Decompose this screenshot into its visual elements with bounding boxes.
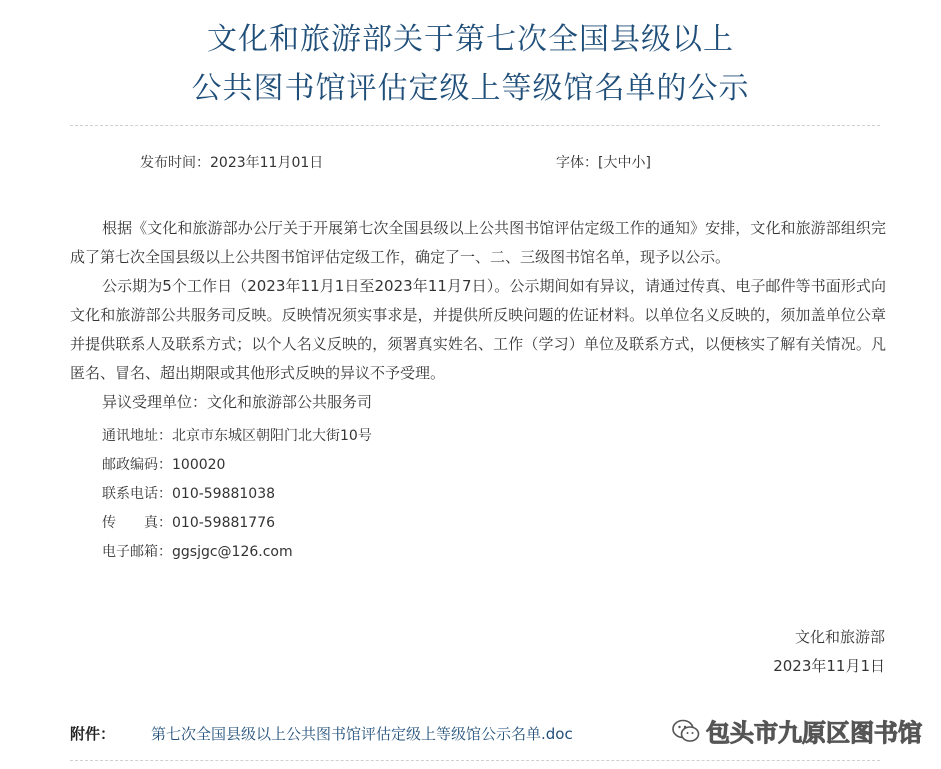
publish-info <box>140 152 323 172</box>
font-size-switcher <box>556 152 651 172</box>
contact-phone: 联系电话：010-59881038 <box>102 486 276 502</box>
attachment-link[interactable]: 第七次全国县级以上公共图书馆评估定级上等级馆公示名单.doc <box>151 725 573 743</box>
watermark <box>672 713 922 748</box>
font-label: 字体： <box>556 155 598 171</box>
article-body <box>70 214 886 417</box>
contact-email: 电子邮箱：ggsjgc@126.com <box>102 544 293 560</box>
wechat-icon <box>672 718 700 744</box>
page-title-line1: 文化和旅游部关于第七次全国县级以上 <box>207 22 734 57</box>
attachment-row <box>70 723 573 744</box>
contact-postcode: 邮政编码：100020 <box>102 457 226 473</box>
watermark-text: 包头市九原区图书馆 <box>706 719 922 747</box>
paragraph-2: 公示期为5个工作日（2023年11月1日至2023年11月7日）。公示期间如有异议，请通过传真、电子邮件等书面形式向文化和旅游部公共服务司反映。反映情况须实事求是，并提供所反映问题的佐证材料。以单位名义反映的，须加盖单位公章并提供联系人及联系方式；以个人名义反映的，须署真实姓名、工作（学习）单位及联系方式，以便核实了解有关情况。凡匿名、冒名、超出期限或其他形式反映的异议不予受理。 <box>70 277 886 382</box>
signature-date: 2023年11月1日 <box>773 657 885 675</box>
title-divider <box>70 125 880 126</box>
publish-date: 2023年11月01日 <box>210 155 324 171</box>
font-size-options[interactable]: [大中小] <box>598 155 651 171</box>
publish-label: 发布时间： <box>140 155 210 171</box>
paragraph-1: 根据《文化和旅游部办公厅关于开展第七次全国县级以上公共图书馆评估定级工作的通知》安排，文化和旅游部组织完成了第七次全国县级以上公共图书馆评估定级工作，确定了一、二、三级图书馆名单，现予以公示。 <box>70 219 886 266</box>
objection-unit: 异议受理单位：文化和旅游部公共服务司 <box>102 393 373 411</box>
attachment-label: 附件： <box>70 725 116 743</box>
bottom-divider <box>70 760 880 761</box>
contact-address: 通讯地址：北京市东城区朝阳门北大街10号 <box>102 428 372 444</box>
contact-fax: 传 真：010-59881776 <box>102 515 276 531</box>
page-title-line2: 公共图书馆评估定级上等级馆名单的公示 <box>191 71 750 106</box>
signature-org: 文化和旅游部 <box>794 628 885 646</box>
